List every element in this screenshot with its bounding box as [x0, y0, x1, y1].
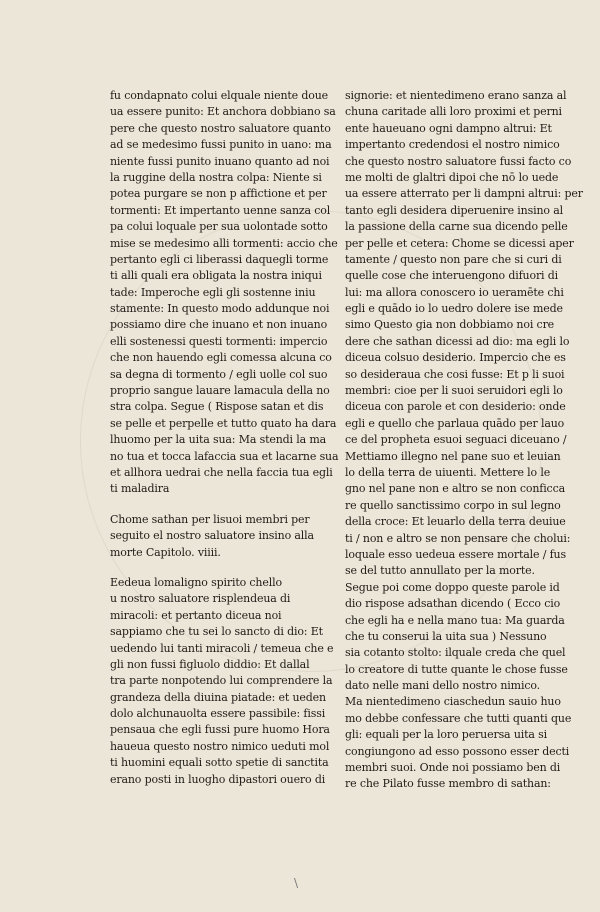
text-line: egli e quādo io lo uedro dolere ise mede	[345, 302, 563, 316]
text-line: Segue poi come doppo queste parole id	[345, 580, 560, 594]
text-line: Eedeua lomaligno spirito chello	[110, 575, 282, 589]
text-line: gli non fussi figluolo diddio: Et dallal	[110, 657, 310, 671]
text-line: che tu conserui la uita sua ) Nessuno	[345, 629, 547, 643]
text-line: simo Questo gia non dobbiamo noi cre	[345, 318, 555, 332]
heading-line: morte Capitolo. viiii.	[110, 545, 221, 559]
text-line: so desideraua che cosi fusse: Et p li suoi	[345, 367, 565, 381]
text-line: pa colui loquale per sua uolontade sotto	[110, 220, 328, 234]
text-line: Mettiamo illegno nel pane suo et leuian	[345, 449, 561, 463]
right-column	[345, 88, 583, 793]
text-line: ua essere punito: Et anchora dobbiano sa	[110, 105, 336, 119]
text-line: ad se medesimo fussi punito in uano: ma	[110, 138, 332, 152]
text-line: ce del propheta esuoi seguaci diceuano /	[345, 433, 567, 447]
text-line: tamente / questo non pare che si curi di	[345, 252, 562, 266]
text-line: la ruggine della nostra colpa: Niente si	[110, 170, 322, 184]
text-line: impertanto credendosi el nostro nimico	[345, 138, 560, 152]
text-line: quelle cose che interuengono difuori di	[345, 269, 559, 283]
text-line: miracoli: et pertanto diceua noi	[110, 608, 282, 622]
text-line: se del tutto annullato per la morte.	[345, 564, 535, 578]
text-line: ente haueuano ogni dampno altrui: Et	[345, 121, 552, 135]
left-paragraph-1	[110, 88, 339, 498]
text-line: dere che sathan dicessi ad dio: ma egli lo	[345, 334, 570, 348]
text-line: tanto egli desidera diperuenire insino al	[345, 203, 563, 217]
text-line: pertanto egli ci liberassi daquegli torme	[110, 252, 329, 266]
text-line: possiamo dire che inuano et non inuano	[110, 318, 328, 332]
text-line: sa degna di tormento / egli uolle col suo	[110, 367, 328, 381]
text-line: grandeza della diuina piatade: et ueden	[110, 690, 326, 704]
text-line: che egli ha e nella mano tua: Ma guarda	[345, 613, 565, 627]
text-line: mise se medesimo alli tormenti: accio che	[110, 236, 338, 250]
text-line: sappiamo che tu sei lo sancto di dio: Et	[110, 625, 323, 639]
text-line: pensaua che egli fussi pure huomo Hora	[110, 723, 330, 737]
text-line: ti / non e altro se non pensare che cholui:	[345, 531, 571, 545]
text-line: lo della terra de uiuenti. Mettere lo le	[345, 465, 551, 479]
heading-line: Chome sathan per lisuoi membri per	[110, 512, 310, 526]
text-line: stra colpa. Segue ( Rispose satan et dis	[110, 400, 324, 414]
right-paragraph	[345, 88, 583, 793]
text-line: membri suoi. Onde noi possiamo ben di	[345, 761, 561, 775]
text-line: sia cotanto stolto: ilquale creda che quel	[345, 646, 566, 660]
text-line: tade: Imperoche egli gli sostenne iniu	[110, 285, 316, 299]
text-line: fu condapnato colui elquale niente doue	[110, 89, 329, 102]
text-line: u nostro saluatore risplendeua di	[110, 592, 291, 606]
text-line: membri: cioe per li suoi seruidori egli lo	[345, 384, 563, 398]
text-line: stamente: In questo modo addunque noi	[110, 302, 330, 316]
text-line: tormenti: Et impertanto uenne sanza col	[110, 203, 331, 217]
text-line: re quello sanctissimo corpo in sul legno	[345, 498, 561, 512]
text-line: no tua et tocca lafaccia sua et lacarne sua	[110, 449, 339, 463]
text-line: mo debbe confessare che tutti quanti que	[345, 711, 572, 725]
text-line: lui: ma allora conoscero io ueramēte chi	[345, 285, 564, 299]
text-line: niente fussi punito inuano quanto ad noi	[110, 154, 330, 168]
text-line: et allhora uedrai che nella faccia tua egli	[110, 465, 333, 479]
text-line: ti maladira	[110, 482, 170, 496]
text-line: che non hauendo egli comessa alcuna co	[110, 351, 332, 365]
text-line: haueua questo nostro nimico ueduti mol	[110, 739, 330, 753]
text-line: chuna caritade alli loro proximi et perni	[345, 105, 562, 119]
text-line: loquale esso uedeua essere mortale / fus	[345, 547, 566, 561]
text-line: Ma nientedimeno ciaschedun sauio huo	[345, 695, 561, 709]
text-line: lo creatore di tutte quante le chose fusse	[345, 662, 568, 676]
text-line: uedendo lui tanti miracoli / temeua che e	[110, 641, 334, 655]
text-line: della croce: Et leuarlo della terra deuiue	[345, 515, 566, 529]
text-line: lhuomo per la uita sua: Ma stendi la ma	[110, 433, 327, 447]
text-line: gli: equali per la loro peruersa uita si	[345, 728, 548, 742]
text-line: ti alli quali era obligata la nostra iniqui	[110, 269, 322, 283]
text-line: potea purgare se non p affictione et per	[110, 187, 327, 201]
left-paragraph-2	[110, 575, 334, 788]
text-line: me molti de glaltri dipoi che nō lo uede	[345, 170, 559, 184]
heading-line: seguito el nostro saluatore insino alla	[110, 529, 314, 543]
text-line: la passione della carne sua dicendo pelle	[345, 220, 568, 234]
text-line: dolo alchunauolta essere passibile: fissi	[110, 707, 326, 721]
text-line: dato nelle mani dello nostro nimico.	[345, 679, 540, 693]
text-line: diceua con parole et con desiderio: onde	[345, 400, 566, 414]
text-line: proprio sangue lauare lamacula della no	[110, 384, 330, 398]
text-line: diceua colsuo desiderio. Impercio che es	[345, 351, 566, 365]
text-line: signorie: et nientedimeno erano sanza al	[345, 89, 567, 102]
chapter-heading	[110, 512, 328, 561]
text-line: erano posti in luogho dipastori ouero di	[110, 772, 326, 786]
gutter-mark: \	[293, 876, 299, 890]
text-line: egli e quello che parlaua quādo per lauo	[345, 416, 565, 430]
text-line: gno nel pane non e altro se non conficca	[345, 482, 565, 496]
text-line: che questo nostro saluatore fussi facto co	[345, 154, 572, 168]
text-line: ua essere atterrato per li dampni altrui: per	[345, 187, 583, 201]
text-line: dio rispose adsathan dicendo ( Ecco cio	[345, 597, 561, 611]
left-column	[110, 88, 339, 788]
text-line: per pelle et cetera: Chome se dicessi aper	[345, 236, 574, 250]
text-line: pere che questo nostro saluatore quanto	[110, 121, 331, 135]
text-line: tra parte nonpotendo lui comprendere la	[110, 674, 333, 688]
text-line: re che Pilato fusse membro di sathan:	[345, 777, 551, 791]
text-line: congiungono ad esso possono esser decti	[345, 744, 570, 758]
text-line: elli sostenessi questi tormenti: impercio	[110, 334, 328, 348]
text-line: ti huomini equali sotto spetie di sanctita	[110, 756, 329, 770]
text-line: se pelle et perpelle et tutto quato ha dara	[110, 416, 337, 430]
